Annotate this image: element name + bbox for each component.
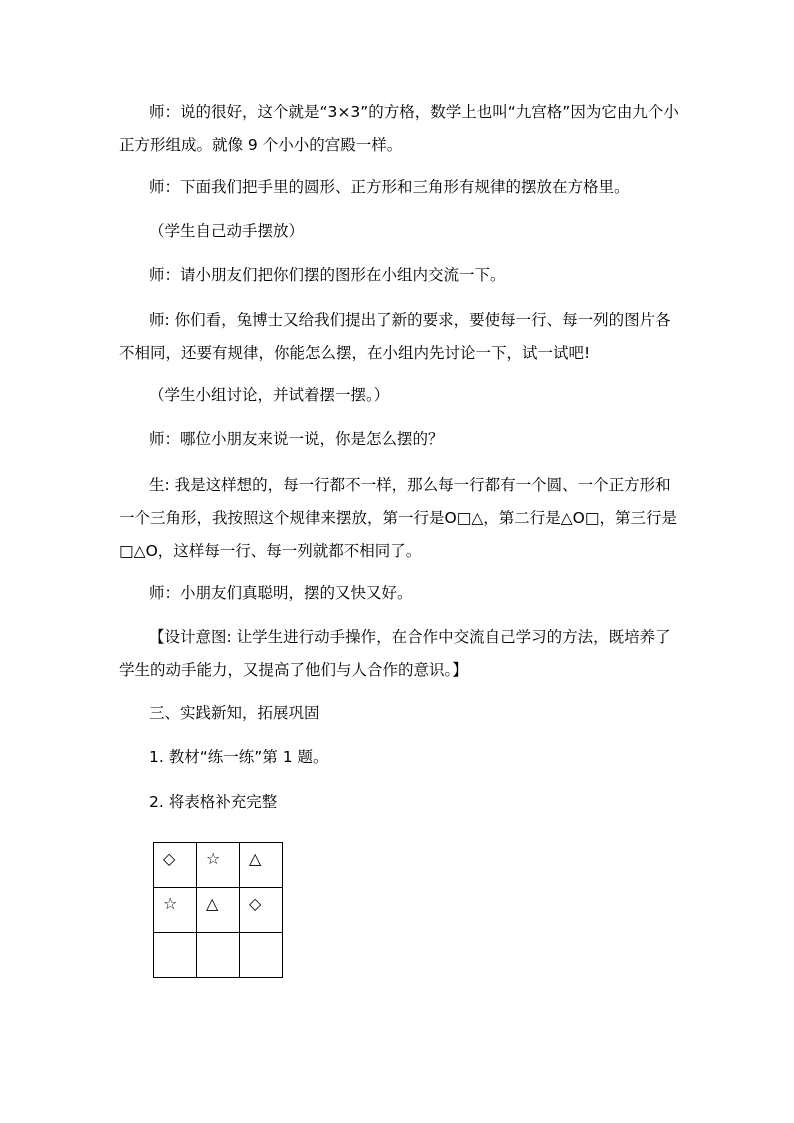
paragraph-group-discussion (119, 379, 679, 412)
paragraph-text: 师：说的很好，这个就是“3×3”的方格，数学上也叫“九宫格”因为它由九个小正方形组成。就像 9 个小小的宫殿一样。 (119, 103, 679, 154)
diamond-icon: ◇ (249, 894, 262, 913)
paragraph-student-answer (119, 469, 679, 568)
star-icon: ☆ (206, 849, 221, 868)
paragraph-teacher-question (119, 423, 679, 456)
grid-cell (197, 888, 240, 933)
paragraph-group-exchange (119, 259, 679, 292)
exercise-item-1 (119, 741, 679, 774)
paragraph-text: 师：哪位小朋友来说一说，你是怎么摆的？ (149, 430, 444, 448)
grid-cell (240, 888, 283, 933)
star-icon: ☆ (163, 894, 178, 913)
section-heading-practice (119, 697, 679, 730)
paragraph-text: 生: 我是这样想的，每一行都不一样，那么每一行都有一个圆、一个正方形和一个三角形，我按照这个规律来摆放，第一行是O□△，第二行是△O□，第三行是□△O，这样每一行、每一列就都不相同了。 (119, 476, 678, 560)
paragraph-text: （学生自己动手摆放） (149, 222, 305, 240)
grid-cell-empty (154, 933, 197, 978)
paragraph-teacher-praise (119, 577, 679, 610)
exercise-item-2 (119, 786, 679, 819)
grid-row (154, 843, 283, 888)
paragraph-text: 师: 你们看，兔博士又给我们提出了新的要求，要使每一行、每一列的图片各不相同，还要有规律，你能怎么摆，在小组内先讨论一下，试一试吧! (119, 311, 671, 362)
grid-cell-empty (197, 933, 240, 978)
paragraph-design-intent (119, 621, 679, 687)
grid-cell (154, 888, 197, 933)
paragraph-text: 2. 将表格补充完整 (149, 793, 278, 811)
grid-cell-content (154, 938, 163, 946)
grid-row (154, 933, 283, 978)
nine-square-grid (153, 842, 283, 978)
grid-cell-content (240, 938, 249, 946)
triangle-icon: △ (249, 849, 262, 868)
paragraph-teacher-instruction (119, 171, 679, 204)
triangle-icon: △ (206, 894, 219, 913)
paragraph-grid-intro (119, 96, 679, 162)
paragraph-text: 师：小朋友们真聪明，摆的又快又好。 (149, 584, 413, 602)
paragraph-student-activity (119, 215, 679, 248)
grid-cell-empty (240, 933, 283, 978)
grid-cell (197, 843, 240, 888)
grid-cell-content (197, 938, 206, 946)
paragraph-text: 1. 教材“练一练”第 1 题。 (149, 748, 329, 766)
paragraph-new-requirement (119, 304, 679, 370)
paragraph-text: 师：下面我们把手里的圆形、正方形和三角形有规律的摆放在方格里。 (149, 178, 630, 196)
paragraph-text: 师：请小朋友们把你们摆的图形在小组内交流一下。 (149, 266, 506, 284)
diamond-icon: ◇ (163, 849, 176, 868)
paragraph-text: 【设计意图: 让学生进行动手操作，在合作中交流自己学习的方法，既培养了学生的动手能力，又提高了他们与人合作的意识。】 (119, 628, 671, 679)
grid-row (154, 888, 283, 933)
paragraph-text: 三、实践新知，拓展巩固 (149, 704, 320, 722)
grid-cell (154, 843, 197, 888)
paragraph-text: （学生小组讨论，并试着摆一摆。） (149, 386, 390, 404)
grid-cell (240, 843, 283, 888)
